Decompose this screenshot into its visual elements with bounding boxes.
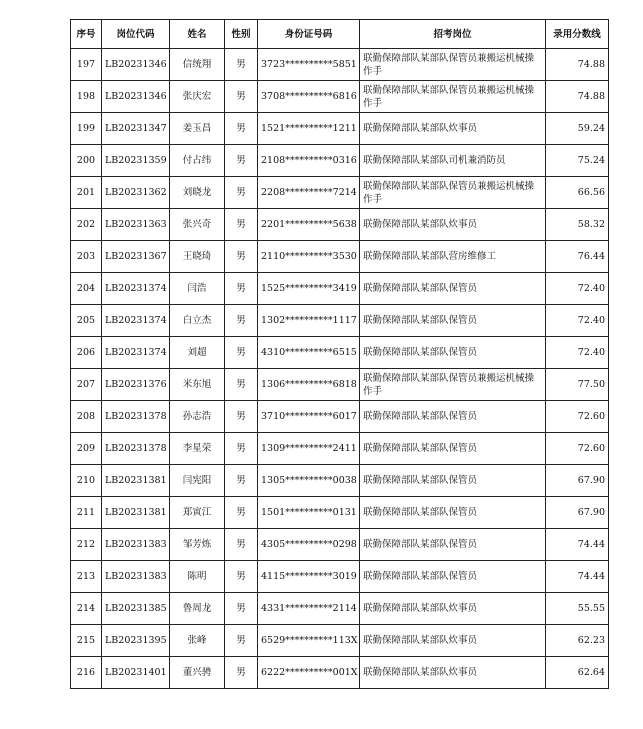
cell-score: 77.50 [546, 369, 609, 401]
cell-name: 白立杰 [170, 305, 225, 337]
cell-id: 2208**********7214 [258, 177, 360, 209]
table-row [71, 177, 609, 209]
cell-score: 72.40 [546, 337, 609, 369]
cell-name: 付占纬 [170, 145, 225, 177]
cell-code: LB20231383 [102, 529, 170, 561]
cell-id: 2110**********3530 [258, 241, 360, 273]
cell-id: 1306**********6818 [258, 369, 360, 401]
cell-name: 刘超 [170, 337, 225, 369]
table-row [71, 401, 609, 433]
cell-code: LB20231346 [102, 49, 170, 81]
cell-position: 联勤保障部队某部队保管员 [360, 433, 546, 465]
cell-score: 67.90 [546, 465, 609, 497]
cell-score: 66.56 [546, 177, 609, 209]
cell-gender: 男 [225, 529, 258, 561]
table-row [71, 369, 609, 401]
cell-id: 1525**********3419 [258, 273, 360, 305]
table-row [71, 465, 609, 497]
cell-seq: 210 [71, 465, 102, 497]
cell-score: 72.60 [546, 433, 609, 465]
cell-id: 3723**********5851 [258, 49, 360, 81]
cell-score: 72.40 [546, 273, 609, 305]
cell-score: 74.88 [546, 49, 609, 81]
header-seq: 序号 [71, 20, 102, 49]
cell-score: 55.55 [546, 593, 609, 625]
cell-seq: 207 [71, 369, 102, 401]
table-body [71, 49, 609, 689]
cell-gender: 男 [225, 81, 258, 113]
table-row [71, 113, 609, 145]
cell-seq: 198 [71, 81, 102, 113]
cell-code: LB20231359 [102, 145, 170, 177]
cell-gender: 男 [225, 593, 258, 625]
cell-code: LB20231383 [102, 561, 170, 593]
cell-position: 联勤保障部队某部队炊事员 [360, 593, 546, 625]
cell-position: 联勤保障部队某部队营房维修工 [360, 241, 546, 273]
cell-name: 张兴奇 [170, 209, 225, 241]
cell-id: 2201**********5638 [258, 209, 360, 241]
cell-gender: 男 [225, 113, 258, 145]
cell-id: 1501**********0131 [258, 497, 360, 529]
cell-code: LB20231381 [102, 497, 170, 529]
cell-score: 75.24 [546, 145, 609, 177]
table-row [71, 145, 609, 177]
cell-code: LB20231374 [102, 273, 170, 305]
cell-position: 联勤保障部队某部队保管员 [360, 337, 546, 369]
cell-position: 联勤保障部队某部队炊事员 [360, 657, 546, 689]
cell-position: 联勤保障部队某部队保管员兼搬运机械操作手 [360, 369, 546, 401]
table-row [71, 273, 609, 305]
cell-id: 1302**********1117 [258, 305, 360, 337]
cell-code: LB20231376 [102, 369, 170, 401]
cell-id: 4115**********3019 [258, 561, 360, 593]
cell-code: LB20231347 [102, 113, 170, 145]
table-header [71, 20, 609, 49]
table-row [71, 625, 609, 657]
cell-gender: 男 [225, 433, 258, 465]
cell-seq: 201 [71, 177, 102, 209]
cell-name: 张庆宏 [170, 81, 225, 113]
table-row [71, 305, 609, 337]
cell-name: 张峰 [170, 625, 225, 657]
table-row [71, 81, 609, 113]
cell-score: 72.40 [546, 305, 609, 337]
cell-seq: 214 [71, 593, 102, 625]
cell-seq: 208 [71, 401, 102, 433]
cell-gender: 男 [225, 369, 258, 401]
cell-code: LB20231395 [102, 625, 170, 657]
cell-name: 郑寅江 [170, 497, 225, 529]
cell-code: LB20231363 [102, 209, 170, 241]
cell-seq: 199 [71, 113, 102, 145]
cell-score: 74.88 [546, 81, 609, 113]
header-score: 录用分数线 [546, 20, 609, 49]
cell-seq: 197 [71, 49, 102, 81]
cell-score: 72.60 [546, 401, 609, 433]
cell-seq: 212 [71, 529, 102, 561]
cell-id: 4310**********6515 [258, 337, 360, 369]
table-row [71, 497, 609, 529]
cell-score: 62.23 [546, 625, 609, 657]
cell-gender: 男 [225, 657, 258, 689]
cell-seq: 206 [71, 337, 102, 369]
cell-seq: 200 [71, 145, 102, 177]
cell-name: 刘晓龙 [170, 177, 225, 209]
cell-position: 联勤保障部队某部队保管员 [360, 305, 546, 337]
cell-score: 62.64 [546, 657, 609, 689]
header-name: 姓名 [170, 20, 225, 49]
table-row [71, 49, 609, 81]
cell-position: 联勤保障部队某部队司机兼消防员 [360, 145, 546, 177]
cell-code: LB20231367 [102, 241, 170, 273]
cell-id: 3708**********6816 [258, 81, 360, 113]
cell-name: 王晓琦 [170, 241, 225, 273]
cell-score: 74.44 [546, 529, 609, 561]
cell-seq: 204 [71, 273, 102, 305]
cell-position: 联勤保障部队某部队保管员 [360, 273, 546, 305]
cell-code: LB20231385 [102, 593, 170, 625]
cell-position: 联勤保障部队某部队保管员 [360, 465, 546, 497]
cell-score: 74.44 [546, 561, 609, 593]
cell-position: 联勤保障部队某部队保管员兼搬运机械操作手 [360, 177, 546, 209]
cell-position: 联勤保障部队某部队保管员 [360, 497, 546, 529]
cell-id: 1305**********0038 [258, 465, 360, 497]
cell-gender: 男 [225, 337, 258, 369]
cell-code: LB20231378 [102, 433, 170, 465]
table-row [71, 561, 609, 593]
cell-id: 2108**********0316 [258, 145, 360, 177]
cell-position: 联勤保障部队某部队保管员 [360, 529, 546, 561]
header-row [71, 20, 609, 49]
cell-position: 联勤保障部队某部队保管员 [360, 401, 546, 433]
cell-id: 1521**********1211 [258, 113, 360, 145]
cell-position: 联勤保障部队某部队炊事员 [360, 113, 546, 145]
cell-gender: 男 [225, 177, 258, 209]
cell-position: 联勤保障部队某部队炊事员 [360, 625, 546, 657]
header-gender: 性别 [225, 20, 258, 49]
cell-id: 6529**********113X [258, 625, 360, 657]
cell-name: 陈明 [170, 561, 225, 593]
cell-gender: 男 [225, 625, 258, 657]
cell-gender: 男 [225, 273, 258, 305]
cell-score: 67.90 [546, 497, 609, 529]
cell-name: 信统翔 [170, 49, 225, 81]
cell-position: 联勤保障部队某部队保管员 [360, 561, 546, 593]
table-row [71, 657, 609, 689]
cell-score: 58.32 [546, 209, 609, 241]
cell-position: 联勤保障部队某部队保管员兼搬运机械操作手 [360, 49, 546, 81]
cell-id: 6222**********001X [258, 657, 360, 689]
header-id: 身份证号码 [258, 20, 360, 49]
cell-seq: 203 [71, 241, 102, 273]
cell-id: 4305**********0298 [258, 529, 360, 561]
cell-name: 闫宪阳 [170, 465, 225, 497]
table-row [71, 433, 609, 465]
cell-name: 闫浩 [170, 273, 225, 305]
cell-position: 联勤保障部队某部队保管员兼搬运机械操作手 [360, 81, 546, 113]
cell-code: LB20231362 [102, 177, 170, 209]
cell-seq: 213 [71, 561, 102, 593]
cell-gender: 男 [225, 209, 258, 241]
cell-gender: 男 [225, 465, 258, 497]
cell-code: LB20231401 [102, 657, 170, 689]
cell-name: 李星荣 [170, 433, 225, 465]
cell-seq: 211 [71, 497, 102, 529]
cell-name: 邹芳炼 [170, 529, 225, 561]
cell-seq: 202 [71, 209, 102, 241]
cell-gender: 男 [225, 305, 258, 337]
cell-code: LB20231378 [102, 401, 170, 433]
header-code: 岗位代码 [102, 20, 170, 49]
cell-name: 孙志浩 [170, 401, 225, 433]
cell-score: 76.44 [546, 241, 609, 273]
cell-gender: 男 [225, 241, 258, 273]
cell-code: LB20231374 [102, 305, 170, 337]
table-row [71, 337, 609, 369]
cell-gender: 男 [225, 497, 258, 529]
cell-code: LB20231381 [102, 465, 170, 497]
cell-name: 姜玉昌 [170, 113, 225, 145]
cell-id: 3710**********6017 [258, 401, 360, 433]
cell-name: 鲁周龙 [170, 593, 225, 625]
table-row [71, 241, 609, 273]
table-row [71, 529, 609, 561]
cell-seq: 209 [71, 433, 102, 465]
cell-gender: 男 [225, 49, 258, 81]
cell-seq: 216 [71, 657, 102, 689]
admission-table [70, 19, 609, 689]
header-position: 招考岗位 [360, 20, 546, 49]
table-row [71, 209, 609, 241]
cell-gender: 男 [225, 145, 258, 177]
cell-name: 董兴骋 [170, 657, 225, 689]
cell-id: 4331**********2114 [258, 593, 360, 625]
cell-name: 米东旭 [170, 369, 225, 401]
cell-gender: 男 [225, 401, 258, 433]
cell-position: 联勤保障部队某部队炊事员 [360, 209, 546, 241]
cell-seq: 215 [71, 625, 102, 657]
cell-score: 59.24 [546, 113, 609, 145]
cell-seq: 205 [71, 305, 102, 337]
cell-gender: 男 [225, 561, 258, 593]
cell-id: 1309**********2411 [258, 433, 360, 465]
table-row [71, 593, 609, 625]
cell-code: LB20231346 [102, 81, 170, 113]
cell-code: LB20231374 [102, 337, 170, 369]
